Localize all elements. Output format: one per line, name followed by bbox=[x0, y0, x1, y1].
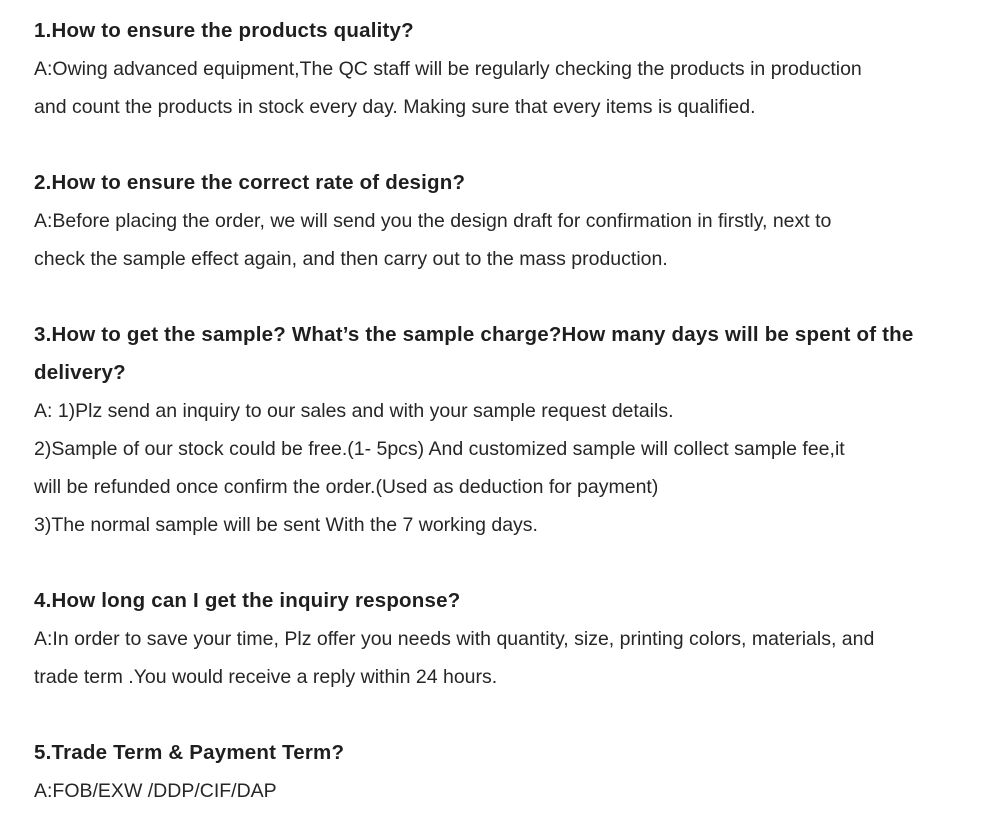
faq-answer-1-line-1: A:Owing advanced equipment,The QC staff will be regularly checking the products in production bbox=[34, 58, 862, 80]
faq-item-5 bbox=[34, 734, 984, 810]
faq-answer-2-line-1: A:Before placing the order, we will send you the design draft for confirmation in firstly, next to bbox=[34, 210, 832, 232]
faq-answer-4-line-2: trade term .You would receive a reply within 24 hours. bbox=[34, 666, 498, 688]
faq-question-3-line-1: 3.How to get the sample? What’s the sample charge?How many days will be spent of the bbox=[34, 323, 914, 346]
faq-item-1 bbox=[34, 12, 984, 126]
faq-answer-3-line-3: will be refunded once confirm the order.(Used as deduction for payment) bbox=[34, 476, 659, 498]
faq-question-1: 1.How to ensure the products quality? bbox=[34, 19, 414, 42]
faq-question-2: 2.How to ensure the correct rate of design? bbox=[34, 171, 466, 194]
faq-answer-5-line-1: A:FOB/EXW /DDP/CIF/DAP bbox=[34, 780, 277, 802]
faq-item-2 bbox=[34, 164, 984, 278]
faq-answer-3-line-4: 3)The normal sample will be sent With the 7 working days. bbox=[34, 514, 538, 536]
faq-question-5: 5.Trade Term & Payment Term? bbox=[34, 741, 345, 764]
faq-question-4: 4.How long can I get the inquiry response? bbox=[34, 589, 461, 612]
faq-answer-3-line-2: 2)Sample of our stock could be free.(1- 5pcs) And customized sample will collect sample fee,it bbox=[34, 438, 845, 460]
faq-answer-1-line-2: and count the products in stock every day. Making sure that every items is qualified. bbox=[34, 96, 756, 118]
faq-answer-4-line-1: A:In order to save your time, Plz offer you needs with quantity, size, printing colors, materials, and bbox=[34, 628, 875, 650]
faq-item-3 bbox=[34, 316, 984, 544]
faq-answer-3-line-1: A: 1)Plz send an inquiry to our sales and with your sample request details. bbox=[34, 400, 674, 422]
faq-question-3-line-2: delivery? bbox=[34, 361, 126, 384]
faq-item-4 bbox=[34, 582, 984, 696]
faq-answer-2-line-2: check the sample effect again, and then carry out to the mass production. bbox=[34, 248, 668, 270]
